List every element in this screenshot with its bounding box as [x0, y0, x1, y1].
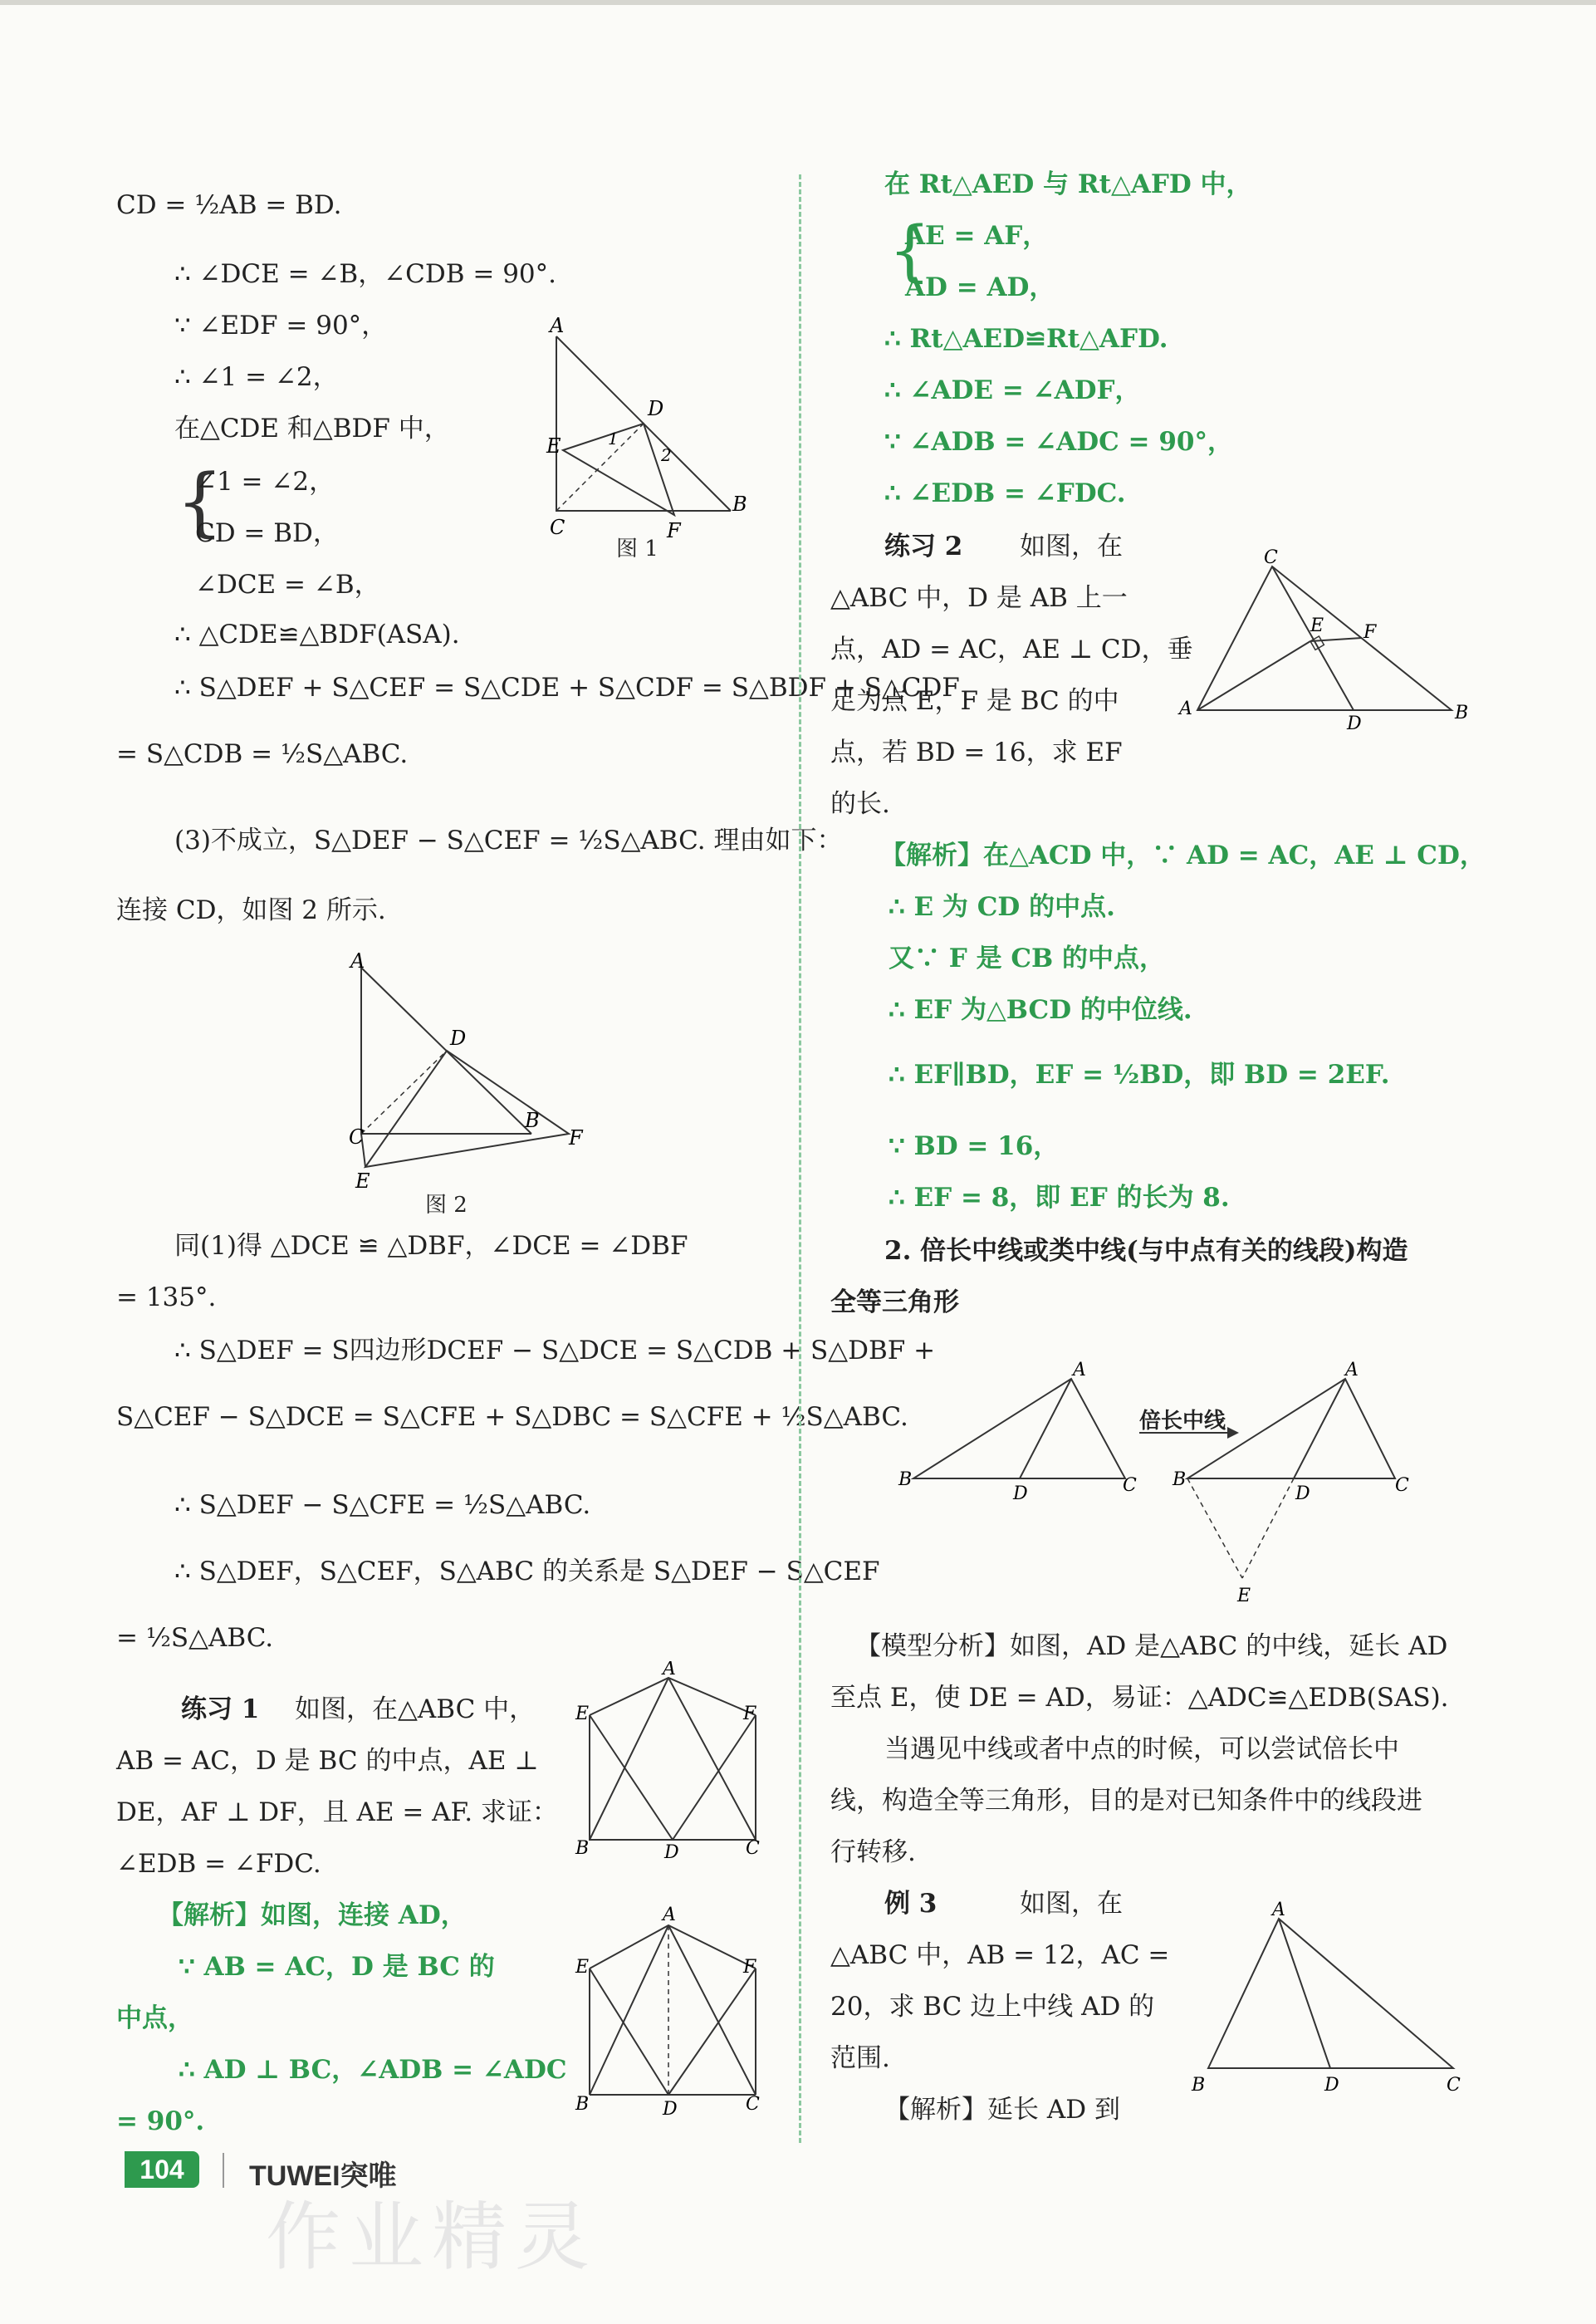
brace: {	[176, 458, 224, 546]
label-f: F	[1363, 622, 1377, 643]
text-line: △ABC 中，AB = 12，AC =	[830, 1940, 1170, 1970]
label-a: A	[1179, 699, 1192, 719]
text-line: 线，构造全等三角形，目的是对已知条件中的线段进	[830, 1786, 1422, 1816]
text-line: 至点 E，使 DE = AD，易证：△ADC≌△EDB(SAS).	[830, 1683, 1449, 1713]
section-title: 2. 倍长中线或类中线(与中点有关的线段)构造	[884, 1236, 1408, 1266]
label-a: A	[350, 949, 365, 973]
text-line: ∵ ∠EDF = 90°，	[174, 311, 388, 341]
label-e: E	[1310, 615, 1324, 636]
text-line: 连接 CD，如图 2 所示.	[116, 895, 386, 925]
label-d: D	[1013, 1483, 1028, 1504]
example-title: 例 3	[884, 1889, 938, 1919]
solution-line: ∴ EF∥BD，EF = ½BD，即 BD = 2EF.	[889, 1060, 1390, 1090]
label-a: A	[1073, 1360, 1086, 1380]
label-c: C	[746, 2094, 760, 2115]
text-line: 【解析】延长 AD 到	[884, 2095, 1120, 2125]
figure-2	[340, 947, 606, 1196]
label-d: D	[450, 1027, 467, 1050]
exercise-2-figure	[1171, 548, 1478, 731]
label-e: E	[1237, 1586, 1251, 1606]
ex1-side-ac	[668, 1678, 756, 1840]
text-line: DE，AF ⊥ DF，且 AE = AF. 求证：	[116, 1797, 558, 1827]
solution-line: 在 Rt△AED 与 Rt△AFD 中，	[884, 169, 1252, 199]
section-title: 全等三角形	[830, 1287, 959, 1317]
text-line: = S△CDB = ½S△ABC.	[116, 739, 409, 769]
label-b: B	[898, 1469, 913, 1490]
model-dashed-de	[1242, 1478, 1294, 1578]
solution-line: ∴ AD ⊥ BC，∠ADB = ∠ADC	[179, 2055, 567, 2085]
model-arrow-head	[1227, 1427, 1239, 1439]
text-line: 范围.	[830, 2043, 890, 2073]
solution-line: ∵ ∠ADB = ∠ADC = 90°，	[884, 427, 1233, 457]
solution-line: ∴ E 为 CD 的中点.	[889, 892, 1115, 922]
ex1s-line-fd	[668, 1969, 756, 2095]
text-line: ∴ ∠1 = ∠2，	[174, 362, 339, 392]
solution-line: 【解析】在△ACD 中，∵ AD = AC，AE ⊥ CD，	[880, 841, 1486, 870]
ex1-frame	[590, 1715, 756, 1840]
brand-logo: TUWEI突唯	[249, 2160, 397, 2192]
figure-2-caption: 图 2	[425, 1193, 468, 1218]
label-c: C	[1395, 1475, 1409, 1496]
label-b: B	[575, 1838, 590, 1859]
solution-line: ∴ EF 为△BCD 的中位线.	[889, 995, 1192, 1025]
ex1-top-lines	[590, 1678, 756, 1715]
exercise-1-solution-figure	[573, 1902, 772, 2126]
label-c: C	[746, 1838, 760, 1859]
label-b: B	[1173, 1469, 1187, 1490]
solution-line: 【解析】如图，连接 AD，	[158, 1900, 467, 1930]
label-a: A	[1272, 1900, 1285, 1920]
brace: {	[889, 212, 931, 289]
text-line: 当遇见中线或者中点的时候，可以尝试倍长中	[884, 1734, 1399, 1764]
text-line: ∠EDB = ∠FDC.	[116, 1849, 321, 1879]
text-line: ∴ S△DEF = S四边形DCEF − S△DCE = S△CDB + S△DBF +	[174, 1336, 936, 1365]
label-a: A	[1345, 1360, 1359, 1380]
figure-1-caption: 图 1	[616, 537, 658, 561]
label-d: D	[1295, 1483, 1310, 1504]
footer-divider	[223, 2153, 224, 2188]
text-line: 点，若 BD = 16，求 EF	[830, 738, 1123, 767]
ex2-line-ae	[1197, 641, 1310, 710]
label-2: 2	[661, 445, 672, 465]
solution-line: ∴ ∠EDB = ∠FDC.	[884, 478, 1126, 508]
label-c: C	[1264, 548, 1278, 568]
label-e: E	[575, 1957, 590, 1978]
text-line: △ABC 中，D 是 AB 上一	[830, 583, 1128, 613]
model-dashed-be	[1187, 1478, 1242, 1578]
label-a: A	[663, 1661, 676, 1679]
text-line: 的长.	[830, 789, 890, 819]
text-line: 行转移.	[830, 1837, 916, 1867]
ex1s-line-ed	[590, 1969, 668, 2095]
ex1-line-fd	[673, 1715, 756, 1840]
ex3-triangle	[1208, 1919, 1453, 2068]
label-b: B	[732, 493, 747, 516]
label-d: D	[648, 397, 664, 420]
text-line: 点，AD = AC，AE ⊥ CD，垂	[830, 635, 1193, 664]
text-line: 【模型分析】如图，AD 是△ABC 的中线，延长 AD	[855, 1631, 1448, 1661]
label-b: B	[1192, 2075, 1206, 2096]
text-line: (3)不成立，S△DEF − S△CEF = ½S△ABC. 理由如下：	[174, 826, 843, 856]
example-3-figure	[1179, 1894, 1486, 2101]
fig2-dashed-cd	[361, 1051, 447, 1134]
arrow-label: 倍长中线	[1139, 1409, 1226, 1434]
solution-line: ∴ Rt△AED≌Rt△AFD.	[884, 324, 1168, 354]
solution-line: = 90°.	[116, 2106, 205, 2136]
ex2-line-cd	[1272, 566, 1354, 710]
label-d: D	[1347, 713, 1362, 731]
text-line: 在△CDE 和△BDF 中，	[174, 414, 450, 444]
ex2-line-ef	[1310, 638, 1362, 641]
text-line: = 135°.	[116, 1282, 217, 1312]
text-line: CD = ½AB = BD.	[116, 190, 342, 220]
model-right-median	[1294, 1379, 1345, 1478]
text-line: ∴ △CDE≌△BDF(ASA).	[174, 620, 460, 650]
label-a: A	[663, 1905, 676, 1925]
text-line: AB = AC，D 是 BC 的中点，AE ⊥	[116, 1746, 539, 1776]
label-c: C	[1447, 2075, 1461, 2096]
label-f: F	[743, 1957, 756, 1978]
ex1s-side-ab	[590, 1925, 668, 2095]
label-f: F	[569, 1126, 583, 1150]
model-figure	[897, 1346, 1428, 1611]
text-line: 如图，在	[1020, 532, 1123, 561]
label-a: A	[550, 314, 565, 337]
model-left-median	[1020, 1379, 1071, 1478]
label-e: E	[546, 434, 561, 458]
label-1: 1	[608, 429, 619, 449]
text-line: ∴ ∠DCE = ∠B，∠CDB = 90°.	[174, 259, 557, 289]
label-b: B	[575, 2094, 590, 2115]
solution-line: ∵ AB = AC，D 是 BC 的	[179, 1952, 495, 1982]
text-line: ∴ S△DEF + S△CEF = S△CDE + S△CDF = S△BDF + S△CDF	[174, 673, 960, 703]
label-b: B	[1455, 703, 1469, 723]
exercise-1-figure	[573, 1661, 772, 1869]
label-e: E	[355, 1169, 370, 1193]
watermark: 作业精灵	[266, 2194, 598, 2281]
ex1s-side-ac	[668, 1925, 756, 2095]
label-d: D	[663, 2099, 678, 2120]
solution-line: ∵ BD = 16，	[889, 1131, 1060, 1161]
label-f: F	[667, 519, 681, 542]
text-line: S△CEF − S△DCE = S△CFE + S△DBC = S△CFE + ½S△ABC.	[116, 1402, 908, 1432]
label-c: C	[550, 516, 565, 539]
ex2-triangle	[1197, 566, 1452, 710]
page-number: 104	[125, 2151, 199, 2188]
solution-line: 又∵ F 是 CB 的中点，	[889, 944, 1166, 973]
text-line: 如图，在△ABC 中，	[295, 1694, 536, 1724]
text-line: = ½S△ABC.	[116, 1623, 274, 1653]
solution-line: ∴ ∠ADE = ∠ADF，	[884, 375, 1141, 405]
system-line: CD = BD，	[195, 518, 339, 548]
label-d: D	[1324, 2075, 1339, 2096]
label-e: E	[575, 1704, 590, 1724]
model-left-triangle	[913, 1379, 1125, 1478]
label-c: C	[349, 1125, 365, 1149]
solution-line: 中点，	[116, 2003, 193, 2033]
system-line: ∠1 = ∠2，	[195, 467, 335, 497]
top-edge	[0, 0, 1596, 5]
label-b: B	[525, 1109, 540, 1132]
text-line: ∴ S△DEF，S△CEF，S△ABC 的关系是 S△DEF − S△CEF	[174, 1557, 880, 1586]
system-line: ∠DCE = ∠B，	[195, 570, 380, 600]
label-f: F	[743, 1704, 756, 1724]
text-line: 足为点 E，F 是 BC 的中	[830, 686, 1119, 716]
label-c: C	[1123, 1475, 1137, 1496]
solution-line: ∴ EF = 8，即 EF 的长为 8.	[889, 1183, 1230, 1213]
system-line: AE = AF，	[905, 221, 1049, 251]
text-line: 20，求 BC 边上中线 AD 的	[830, 1992, 1155, 2022]
exercise-title: 练习 2	[884, 532, 963, 561]
system-line: AD = AD，	[905, 272, 1055, 302]
ex1-line-ed	[590, 1715, 673, 1840]
text-line: ∴ S△DEF − S△CFE = ½S△ABC.	[174, 1490, 591, 1520]
column-divider	[799, 174, 801, 2143]
text-line: 如图，在	[1020, 1889, 1123, 1919]
fig1-dashed-cd	[556, 424, 644, 511]
label-d: D	[664, 1842, 679, 1863]
exercise-title: 练习 1	[181, 1694, 260, 1724]
text-line: 同(1)得 △DCE ≌ △DBF，∠DCE = ∠DBF	[174, 1231, 688, 1261]
